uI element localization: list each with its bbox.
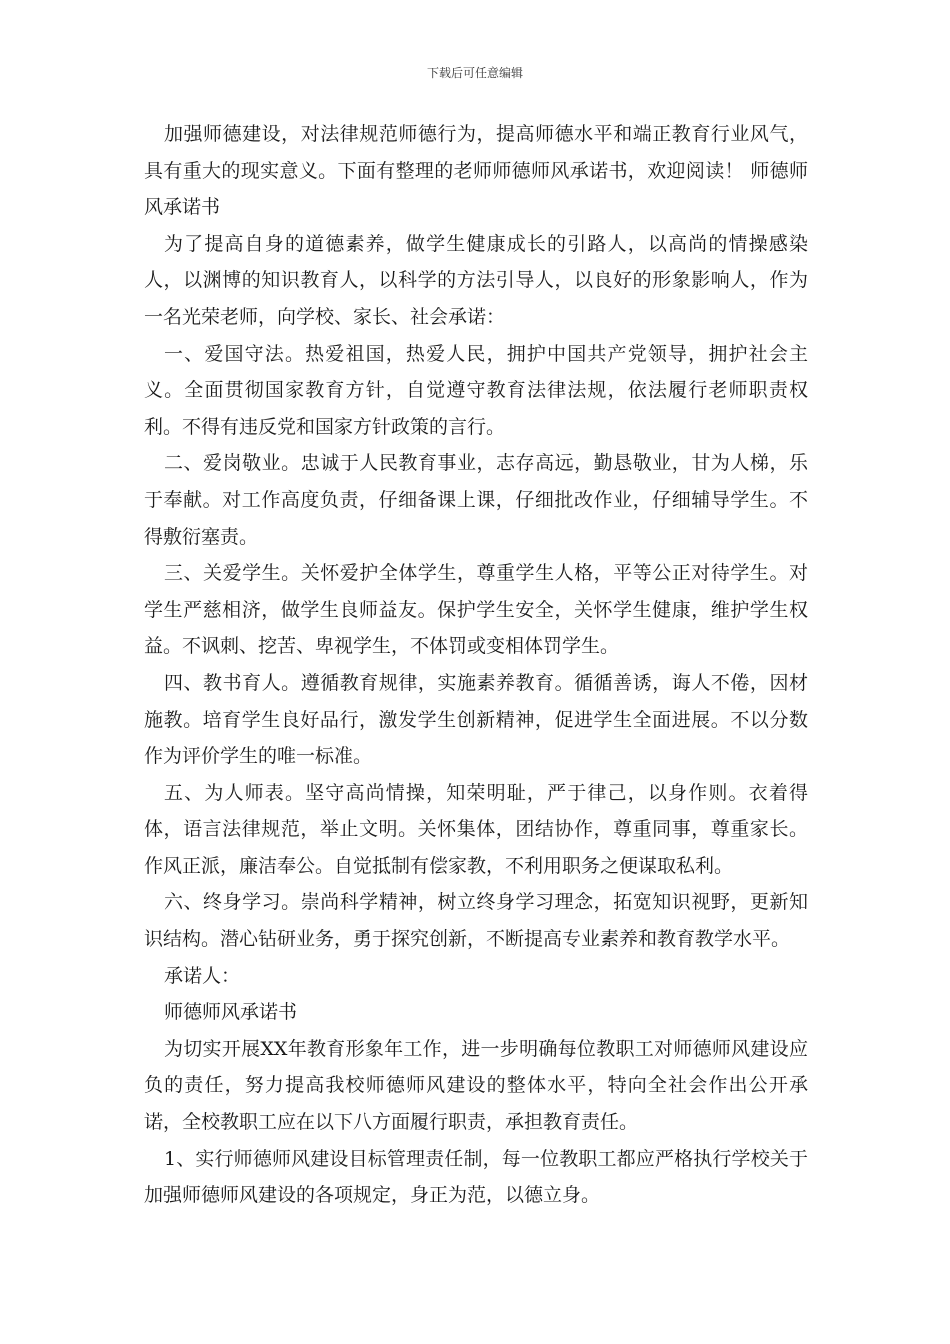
signatory-label: 承诺人： <box>164 964 241 987</box>
intro-paragraph: 加强师德建设，对法律规范师德行为，提高师德水平和端正教育行业风气，具有重大的现实意义。下面有整理的老师师德师风承诺书，欢迎阅读！ 师德师风承诺书 <box>144 123 808 219</box>
pledge-item-3: 三、关爱学生。关怀爱护全体学生，尊重学生人格，平等公正对待学生。对学生严慈相济，做学生良师益友。保护学生安全，关怀学生健康，维护学生权益。不讽刺、挖苦、卑视学生，不体罚或变相体罚学生。 <box>144 562 808 658</box>
pledge-item-2: 二、爱岗敬业。忠诚于人民教育事业，志存高远，勤恳敬业，甘为人梯，乐于奉献。对工作高度负责，仔细备课上课，仔细批改作业，仔细辅导学生。不得敷衍塞责。 <box>144 452 808 548</box>
document-body <box>144 116 808 1214</box>
second-pledge-item-1: 1、实行师德师风建设目标管理责任制，每一位教职工都应严格执行学校关于加强师德师风建设的各项规定，身正为范，以德立身。 <box>144 1147 808 1207</box>
pledge-item-4: 四、教书育人。遵循教育规律，实施素养教育。循循善诱，诲人不倦，因材施教。培育学生良好品行，激发学生创新精神，促进学生全面进展。不以分数作为评价学生的唯一标准。 <box>144 671 808 768</box>
pledge-item-1: 一、爱国守法。热爱祖国，热爱人民，拥护中国共产党领导，拥护社会主义。全面贯彻国家教育方针，自觉遵守教育法律法规，依法履行老师职责权利。不得有违反党和国家方针政策的言行。 <box>144 342 808 438</box>
pledge-item-6: 六、终身学习。崇尚科学精神，树立终身学习理念，拓宽知识视野，更新知识结构。潜心钻研业务，勇于探究创新，不断提高专业素养和教育教学水平。 <box>144 891 808 951</box>
pledge-item-5: 五、为人师表。坚守高尚情操，知荣明耻，严于律己，以身作则。衣着得体，语言法律规范，举止文明。关怀集体，团结协作，尊重同事，尊重家长。作风正派，廉洁奉公。自觉抵制有偿家教，不利用职务之便谋取私利。 <box>144 781 808 877</box>
second-pledge-intro: 为切实开展XX年教育形象年工作，进一步明确每位教职工对师德师风建设应负的责任，努力提高我校师德师风建设的整体水平，特向全社会作出公开承诺，全校教职工应在以下八方面履行职责，承担教育责任。 <box>144 1037 808 1134</box>
section-title: 师德师风承诺书 <box>164 1001 298 1024</box>
page-header: 下载后可任意编辑 <box>426 66 523 80</box>
pledge-preamble-paragraph: 为了提高自身的道德素养，做学生健康成长的引路人，以高尚的情操感染人，以渊博的知识教育人，以科学的方法引导人，以良好的形象影响人，作为一名光荣老师，向学校、家长、社会承诺： <box>144 232 808 328</box>
